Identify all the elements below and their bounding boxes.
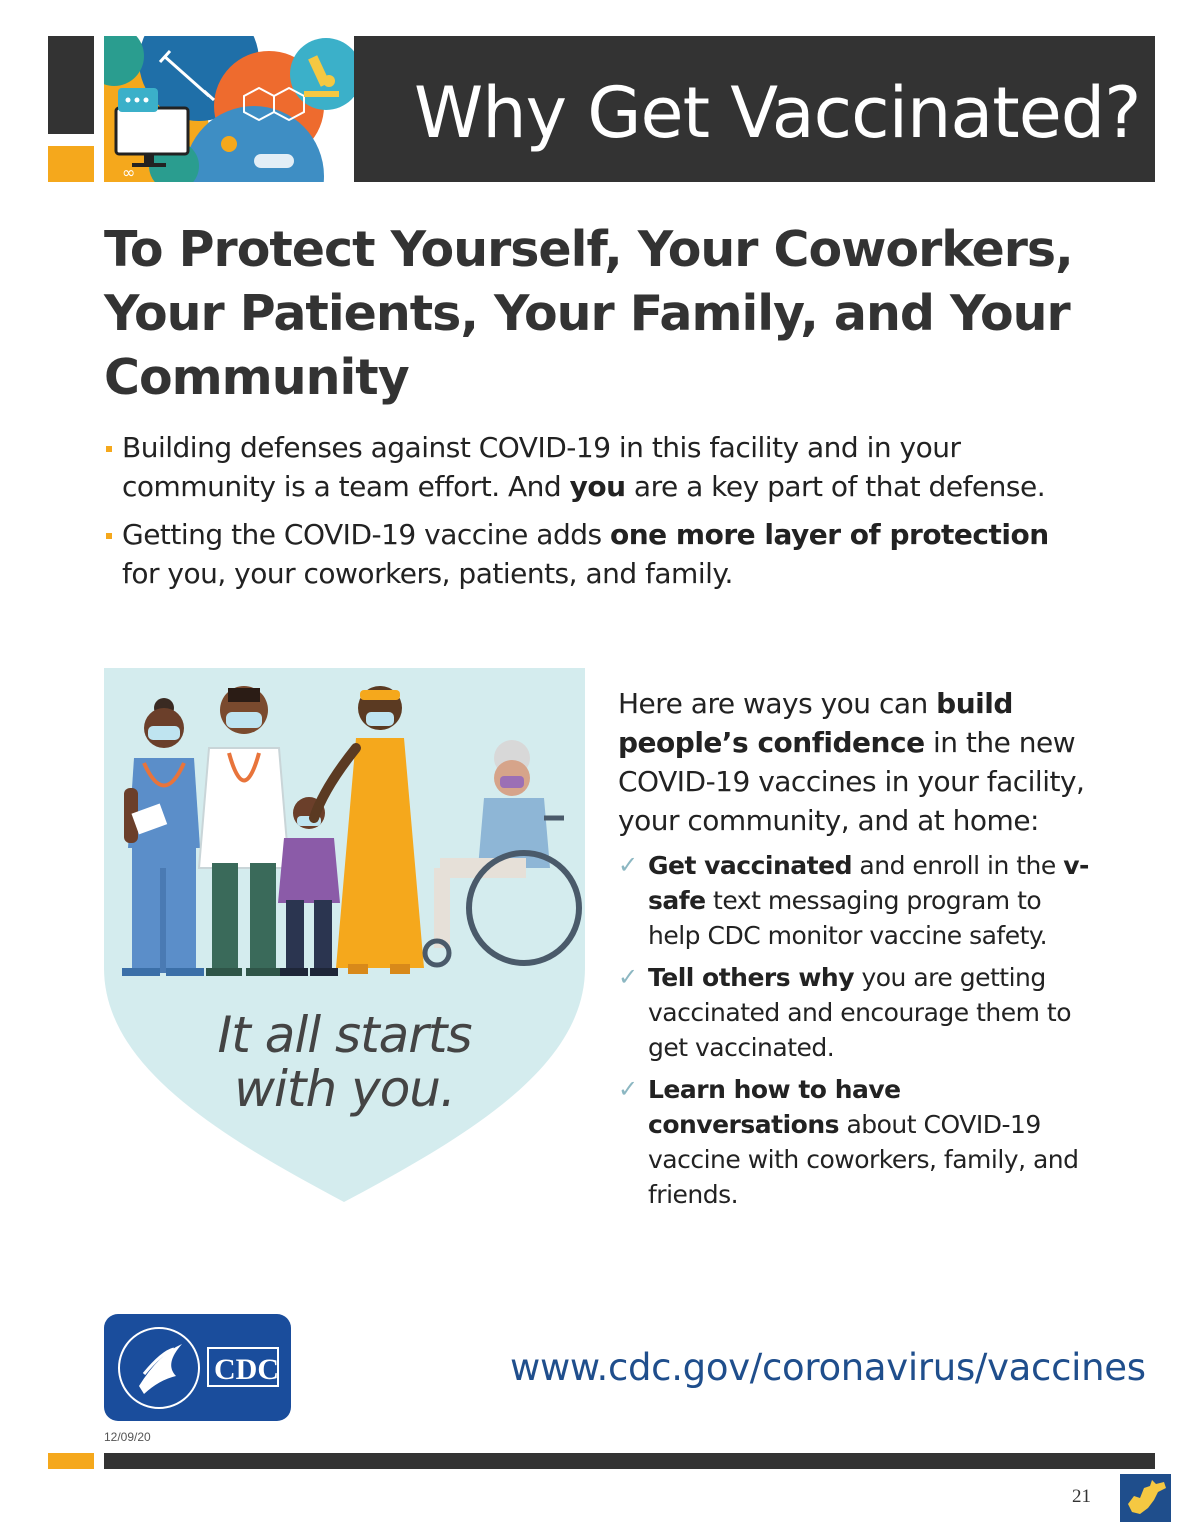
checklist-text: about COVID-19 vaccine with coworkers, family, and friends. bbox=[648, 1110, 1079, 1209]
checkmark-icon: ✓ bbox=[618, 851, 638, 879]
checklist-item bbox=[618, 960, 1098, 1065]
website-link[interactable]: www.cdc.gov/coronavirus/vaccines bbox=[510, 1346, 1146, 1389]
checklist-emphasis: Get vaccinated bbox=[648, 851, 852, 880]
checklist-text: text messaging program to help CDC monitor vaccine safety. bbox=[648, 886, 1048, 950]
header-accent-gold bbox=[48, 146, 94, 182]
checklist bbox=[618, 848, 1098, 1219]
footer-accent-gold bbox=[48, 1453, 94, 1469]
intro-text: in the new COVID-19 vaccines in your facility, your community, and at home: bbox=[618, 726, 1085, 837]
hhs-eagle-icon bbox=[139, 1344, 182, 1394]
footer-bar bbox=[104, 1453, 1155, 1469]
svg-text:∞: ∞ bbox=[122, 163, 136, 182]
hhs-cdc-logo bbox=[104, 1314, 291, 1421]
intro-paragraph bbox=[618, 684, 1098, 840]
bullet-square-icon bbox=[106, 446, 112, 452]
bullet-text: Getting the COVID-19 vaccine adds bbox=[122, 518, 610, 551]
shield-illustration bbox=[104, 668, 585, 1202]
checklist-emphasis: v-safe bbox=[648, 851, 1089, 915]
publication-date: 12/09/20 bbox=[104, 1430, 151, 1444]
bullet-emphasis: you bbox=[569, 470, 626, 503]
page-subtitle: To Protect Yourself, Your Coworkers, Your Patients, Your Family, and Your Community bbox=[104, 221, 1073, 406]
checklist-text: and enroll in the bbox=[851, 851, 1064, 880]
checklist-text: you are getting vaccinated and encourage them to get vaccinated. bbox=[648, 963, 1072, 1062]
intro-text: Here are ways you can bbox=[618, 687, 937, 720]
tagline-line: with you. bbox=[234, 1060, 455, 1118]
tagline-line: It all starts bbox=[217, 1006, 472, 1064]
checklist-item bbox=[618, 848, 1098, 953]
bullet-item bbox=[104, 428, 1084, 506]
west-virginia-state-icon bbox=[1120, 1474, 1171, 1522]
bullet-list bbox=[104, 428, 1084, 602]
bullet-emphasis: one more layer of protection bbox=[610, 518, 1049, 551]
checkmark-icon: ✓ bbox=[618, 963, 638, 991]
bullet-square-icon bbox=[106, 533, 112, 539]
header-accent-dark bbox=[48, 36, 94, 134]
bullet-item bbox=[104, 515, 1084, 593]
checkmark-icon: ✓ bbox=[618, 1075, 638, 1103]
checklist-item bbox=[618, 1072, 1098, 1212]
page-title: Why Get Vaccinated? bbox=[414, 72, 1141, 154]
page-number: 21 bbox=[1072, 1486, 1091, 1507]
cdc-logo-text: CDC bbox=[214, 1353, 279, 1386]
bullet-text: are a key part of that defense. bbox=[625, 470, 1046, 503]
checklist-emphasis: Tell others why bbox=[648, 963, 855, 992]
checklist-emphasis: Learn how to have conversations bbox=[648, 1075, 901, 1139]
bullet-text: for you, your coworkers, patients, and family. bbox=[122, 557, 733, 590]
intro-emphasis: build people’s confidence bbox=[618, 687, 1013, 759]
shield-tagline bbox=[104, 1008, 585, 1116]
bullet-text: Building defenses against COVID-19 in this facility and in your community is a team effort. And bbox=[122, 431, 961, 503]
header-science-illustration bbox=[104, 36, 354, 182]
